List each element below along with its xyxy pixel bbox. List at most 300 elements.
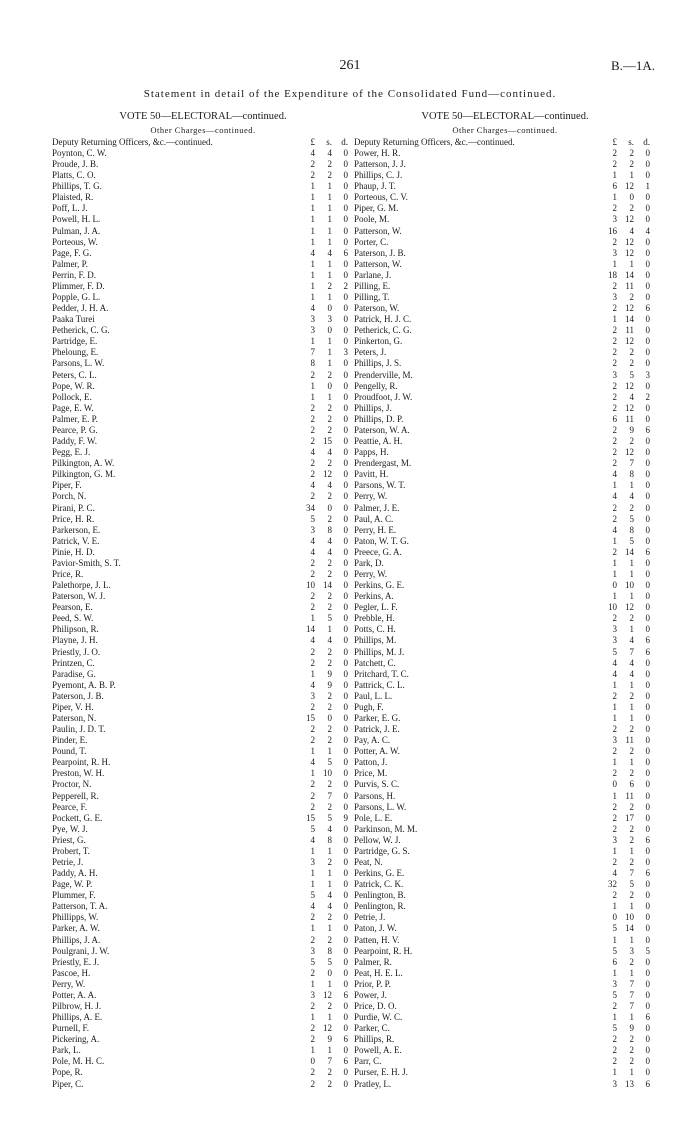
amount-pence: 0 bbox=[645, 657, 650, 668]
amount-shillings: 2 bbox=[629, 746, 634, 757]
payee-name: Paaka Turei bbox=[52, 314, 95, 325]
table-row bbox=[354, 370, 656, 381]
amount-shillings: 2 bbox=[327, 491, 332, 502]
payee-name: Pavior-Smith, S. T. bbox=[52, 557, 121, 568]
table-row bbox=[52, 370, 354, 381]
amount-shillings: 4 bbox=[629, 635, 634, 646]
amount-pence: 0 bbox=[343, 314, 348, 325]
table-row bbox=[52, 525, 354, 536]
payee-name: Phillips, M. bbox=[354, 635, 397, 646]
amount-shillings: 0 bbox=[327, 502, 332, 513]
amount-shillings: 1 bbox=[327, 336, 332, 347]
table-row bbox=[52, 912, 354, 923]
amount-pounds: 1 bbox=[310, 258, 315, 269]
amount-pence: 0 bbox=[645, 701, 650, 712]
table-row bbox=[52, 569, 354, 580]
table-row bbox=[52, 680, 354, 691]
payee-name: Phillips, J. S. bbox=[354, 358, 402, 369]
amount-pence: 0 bbox=[645, 956, 650, 967]
amount-shillings: 1 bbox=[629, 757, 634, 768]
table-row bbox=[354, 580, 656, 591]
amount-pence: 0 bbox=[645, 934, 650, 945]
payee-name: Pilling, E. bbox=[354, 280, 391, 291]
left-column bbox=[52, 110, 354, 1090]
amount-shillings: 2 bbox=[629, 956, 634, 967]
payee-name: Purnell, F. bbox=[52, 1023, 90, 1034]
amount-shillings: 1 bbox=[327, 391, 332, 402]
table-row bbox=[354, 890, 656, 901]
amount-pence: 0 bbox=[343, 801, 348, 812]
payee-name: Prebble, H. bbox=[354, 613, 395, 624]
table-row bbox=[354, 602, 656, 613]
amount-pounds: 3 bbox=[310, 989, 315, 1000]
table-row bbox=[52, 148, 354, 159]
payee-name: Paul, L. L. bbox=[354, 690, 393, 701]
amount-shillings: 2 bbox=[327, 557, 332, 568]
amount-shillings: 2 bbox=[327, 369, 332, 380]
table-row bbox=[354, 901, 656, 912]
amount-shillings: 4 bbox=[629, 668, 634, 679]
payee-name: Preece, G. A. bbox=[354, 546, 402, 557]
amount-pence: 0 bbox=[343, 380, 348, 391]
table-row bbox=[354, 824, 656, 835]
column-header bbox=[354, 137, 656, 148]
amount-pounds: 2 bbox=[612, 159, 617, 170]
right-entries bbox=[354, 148, 656, 1090]
payee-name: Petherick, C. G. bbox=[354, 325, 412, 336]
payee-name: Purdie, W. C. bbox=[354, 1012, 403, 1023]
table-row bbox=[354, 358, 656, 369]
amount-pounds: 1 bbox=[612, 314, 617, 325]
table-row bbox=[52, 203, 354, 214]
amount-pence: 0 bbox=[645, 413, 650, 424]
amount-shillings: 4 bbox=[629, 491, 634, 502]
amount-pence: 0 bbox=[343, 746, 348, 757]
amount-pence: 0 bbox=[343, 624, 348, 635]
amount-pence: 0 bbox=[645, 314, 650, 325]
amount-pounds: 2 bbox=[612, 436, 617, 447]
amount-pence: 0 bbox=[645, 923, 650, 934]
table-row bbox=[52, 1067, 354, 1078]
table-row bbox=[52, 702, 354, 713]
amount-pence: 4 bbox=[645, 225, 650, 236]
payee-name: Pegler, L. F. bbox=[354, 602, 398, 613]
payee-name: Phillips, J. A. bbox=[52, 934, 101, 945]
table-row bbox=[52, 181, 354, 192]
amount-pence: 0 bbox=[645, 292, 650, 303]
amount-shillings: 12 bbox=[625, 380, 634, 391]
amount-pence: 0 bbox=[343, 225, 348, 236]
amount-pence: 0 bbox=[343, 901, 348, 912]
amount-pence: 0 bbox=[645, 1067, 650, 1078]
payee-name: Parker, A. W. bbox=[52, 923, 100, 934]
amount-pence: 0 bbox=[645, 901, 650, 912]
amount-shillings: 17 bbox=[625, 812, 634, 823]
table-row bbox=[52, 248, 354, 259]
payee-name: Paulin, J. D. T. bbox=[52, 724, 106, 735]
amount-shillings: 14 bbox=[625, 546, 634, 557]
table-row bbox=[52, 613, 354, 624]
payee-name: Pedder, J. H. A. bbox=[52, 303, 109, 314]
amount-pounds: 2 bbox=[612, 325, 617, 336]
amount-pence: 0 bbox=[645, 890, 650, 901]
amount-pence: 0 bbox=[343, 546, 348, 557]
left-entries bbox=[52, 148, 354, 1090]
amount-pence: 6 bbox=[645, 635, 650, 646]
payee-name: Pratley, L. bbox=[354, 1078, 392, 1089]
table-row bbox=[52, 635, 354, 646]
amount-pounds: 2 bbox=[612, 1034, 617, 1045]
amount-pence: 0 bbox=[343, 701, 348, 712]
amount-pounds: 3 bbox=[310, 945, 315, 956]
amount-shillings: 2 bbox=[327, 424, 332, 435]
amount-pounds: 2 bbox=[310, 1078, 315, 1089]
amount-pence: 0 bbox=[645, 148, 650, 158]
amount-shillings: 12 bbox=[625, 236, 634, 247]
payee-name: Pay, A. C. bbox=[354, 735, 391, 746]
vote-heading: VOTE 50—ELECTORAL—continued. bbox=[119, 111, 287, 122]
table-row bbox=[52, 458, 354, 469]
table-row bbox=[354, 558, 656, 569]
amount-pence: 0 bbox=[343, 646, 348, 657]
amount-pounds: 1 bbox=[310, 923, 315, 934]
payee-name: Potts, C. H. bbox=[354, 624, 396, 635]
amount-pence: 0 bbox=[645, 768, 650, 779]
payee-name: Porch, N. bbox=[52, 491, 87, 502]
payee-name: Pole, L. E. bbox=[354, 812, 393, 823]
amount-shillings: 14 bbox=[323, 580, 332, 591]
payee-name: Pinkerton, G. bbox=[354, 336, 403, 347]
amount-pence: 0 bbox=[343, 513, 348, 524]
amount-shillings: 10 bbox=[323, 768, 332, 779]
amount-pence: 0 bbox=[343, 735, 348, 746]
amount-pounds: 1 bbox=[612, 480, 617, 491]
amount-shillings: 2 bbox=[629, 1045, 634, 1056]
amount-pence: 0 bbox=[343, 236, 348, 247]
amount-shillings: 2 bbox=[327, 934, 332, 945]
amount-pounds: 1 bbox=[310, 269, 315, 280]
table-row bbox=[52, 768, 354, 779]
amount-shillings: 9 bbox=[629, 424, 634, 435]
payee-name: Peed, S. W. bbox=[52, 613, 94, 624]
payee-name: Patterson, T. A. bbox=[52, 901, 108, 912]
amount-pence: 0 bbox=[645, 602, 650, 613]
amount-shillings: 2 bbox=[629, 724, 634, 735]
payee-name: Patrick, J. E. bbox=[354, 724, 400, 735]
page-number: 261 bbox=[339, 58, 361, 73]
table-row bbox=[354, 447, 656, 458]
amount-pence: 0 bbox=[343, 879, 348, 890]
amount-pounds: 1 bbox=[612, 679, 617, 690]
payee-name: Proudfoot, J. W. bbox=[354, 391, 413, 402]
table-row bbox=[52, 425, 354, 436]
payee-name: Pilling, T. bbox=[354, 292, 390, 303]
amount-pence: 0 bbox=[645, 879, 650, 890]
amount-shillings: 2 bbox=[629, 292, 634, 303]
amount-pounds: 2 bbox=[612, 358, 617, 369]
payee-name: Perry, H. E. bbox=[354, 524, 397, 535]
amount-pounds: 3 bbox=[310, 314, 315, 325]
amount-pounds: 2 bbox=[612, 724, 617, 735]
vote-heading: VOTE 50—ELECTORAL—continued. bbox=[421, 111, 589, 122]
amount-pence: 0 bbox=[645, 989, 650, 1000]
table-row bbox=[52, 358, 354, 369]
amount-pounds: 2 bbox=[612, 502, 617, 513]
payee-name: Pearson, E. bbox=[52, 602, 93, 613]
amount-pence: 0 bbox=[343, 491, 348, 502]
payee-name: Pope, R. bbox=[52, 1067, 83, 1078]
payee-name: Pye, W. J. bbox=[52, 823, 88, 834]
amount-pence: 0 bbox=[645, 247, 650, 258]
amount-shillings: 1 bbox=[327, 236, 332, 247]
payee-name: Pinder, E. bbox=[52, 735, 88, 746]
payee-name: Pegg, E. J. bbox=[52, 447, 91, 458]
amount-pence: 0 bbox=[645, 491, 650, 502]
amount-shillings: 2 bbox=[327, 779, 332, 790]
amount-pounds: 2 bbox=[612, 148, 617, 158]
payee-name: Pearce, F. bbox=[52, 801, 88, 812]
amount-pence: 0 bbox=[343, 424, 348, 435]
amount-shillings: 1 bbox=[629, 934, 634, 945]
amount-shillings: 12 bbox=[323, 469, 332, 480]
amount-shillings: 7 bbox=[629, 646, 634, 657]
payee-name: Poff, L. J. bbox=[52, 203, 88, 214]
table-row bbox=[354, 192, 656, 203]
table-row bbox=[52, 1012, 354, 1023]
table-row bbox=[354, 1067, 656, 1078]
payee-name: Prendergast, M. bbox=[354, 458, 412, 469]
table-row bbox=[52, 968, 354, 979]
amount-shillings: 3 bbox=[629, 945, 634, 956]
amount-pounds: 2 bbox=[612, 203, 617, 214]
payee-name: Patterson, J. J. bbox=[354, 159, 406, 170]
table-row bbox=[354, 768, 656, 779]
amount-shillings: 1 bbox=[327, 624, 332, 635]
amount-pounds: 4 bbox=[310, 480, 315, 491]
amount-shillings: 1 bbox=[327, 1012, 332, 1023]
table-row bbox=[52, 270, 354, 281]
payee-name: Pilkington, A. W. bbox=[52, 458, 115, 469]
payee-name: Parsons, L. W. bbox=[354, 801, 407, 812]
amount-shillings: 1 bbox=[327, 358, 332, 369]
amount-pounds: 2 bbox=[612, 280, 617, 291]
amount-shillings: 6 bbox=[629, 779, 634, 790]
amount-pounds: 2 bbox=[310, 557, 315, 568]
amount-pence: 0 bbox=[645, 269, 650, 280]
amount-pence: 0 bbox=[343, 358, 348, 369]
amount-shillings: 2 bbox=[629, 801, 634, 812]
table-row bbox=[354, 458, 656, 469]
amount-pounds: 5 bbox=[612, 646, 617, 657]
amount-pounds: 2 bbox=[310, 1023, 315, 1034]
payee-name: Pavitt, H. bbox=[354, 469, 389, 480]
amount-pounds: 2 bbox=[612, 857, 617, 867]
amount-shillings: 5 bbox=[327, 956, 332, 967]
payee-name: Phillips, D. P. bbox=[354, 413, 404, 424]
payee-name: Prior, P. P. bbox=[354, 978, 391, 989]
amount-shillings: 2 bbox=[327, 280, 332, 291]
amount-pounds: 32 bbox=[608, 879, 617, 890]
amount-shillings: 1 bbox=[629, 591, 634, 602]
amount-pence: 0 bbox=[343, 325, 348, 336]
amount-pounds: 4 bbox=[310, 757, 315, 768]
amount-pence: 0 bbox=[343, 613, 348, 624]
table-row bbox=[354, 347, 656, 358]
amount-pence: 0 bbox=[343, 956, 348, 967]
amount-pence: 6 bbox=[343, 1034, 348, 1045]
payee-name: Parsons, H. bbox=[354, 790, 396, 801]
payee-name: Pellow, W. J. bbox=[354, 834, 401, 845]
payee-name: Popple, G. L. bbox=[52, 292, 101, 303]
amount-shillings: 7 bbox=[629, 458, 634, 469]
amount-pounds: 2 bbox=[310, 724, 315, 735]
amount-shillings: 2 bbox=[629, 502, 634, 513]
payee-name: Price, M. bbox=[354, 768, 388, 779]
payee-name: Platts, C. O. bbox=[52, 170, 96, 181]
amount-shillings: 1 bbox=[327, 258, 332, 269]
amount-pounds: 1 bbox=[612, 568, 617, 579]
amount-pence: 0 bbox=[645, 347, 650, 358]
table-row bbox=[354, 990, 656, 1001]
amount-pounds: 3 bbox=[310, 325, 315, 336]
payee-name: Paterson, J. B. bbox=[354, 247, 406, 258]
table-row bbox=[52, 901, 354, 912]
amount-pounds: 1 bbox=[310, 845, 315, 856]
payee-name: Plummer, F. bbox=[52, 890, 96, 901]
amount-pounds: 10 bbox=[608, 602, 617, 613]
amount-pence: 0 bbox=[343, 1012, 348, 1023]
amount-pence: 0 bbox=[343, 967, 348, 978]
amount-shillings: 2 bbox=[327, 701, 332, 712]
amount-pence: 0 bbox=[645, 735, 650, 746]
amount-shillings: 11 bbox=[625, 735, 634, 746]
amount-shillings: 1 bbox=[629, 845, 634, 856]
payee-name: Playne, J. H. bbox=[52, 635, 98, 646]
table-row bbox=[354, 813, 656, 824]
amount-shillings: 0 bbox=[327, 303, 332, 314]
amount-shillings: 7 bbox=[327, 1056, 332, 1067]
payee-name: Park, L. bbox=[52, 1045, 81, 1056]
amount-shillings: 4 bbox=[327, 823, 332, 834]
amount-pounds: 3 bbox=[612, 247, 617, 258]
amount-shillings: 5 bbox=[327, 757, 332, 768]
table-row bbox=[354, 868, 656, 879]
amount-pence: 0 bbox=[343, 912, 348, 923]
statement-title: Statement in detail of the Expenditure of the Consolidated Fund—continued. bbox=[143, 88, 557, 100]
amount-pence: 6 bbox=[645, 1078, 650, 1089]
payee-name: Phillips, C. J. bbox=[354, 170, 403, 181]
amount-shillings: 1 bbox=[327, 269, 332, 280]
amount-pence: 0 bbox=[343, 1045, 348, 1056]
amount-pounds: 2 bbox=[310, 369, 315, 380]
table-row bbox=[52, 558, 354, 569]
table-row bbox=[52, 879, 354, 890]
amount-pence: 0 bbox=[343, 336, 348, 347]
amount-shillings: 4 bbox=[327, 247, 332, 258]
amount-shillings: 1 bbox=[327, 978, 332, 989]
payee-name: Patterson, W. bbox=[354, 225, 402, 236]
table-row bbox=[354, 613, 656, 624]
table-row bbox=[354, 757, 656, 768]
amount-pence: 0 bbox=[645, 1001, 650, 1012]
payee-name: Paterson, W. J. bbox=[52, 591, 106, 602]
table-row bbox=[354, 425, 656, 436]
amount-shillings: 9 bbox=[629, 1023, 634, 1034]
table-row bbox=[354, 946, 656, 957]
payee-name: Peters, J. bbox=[354, 347, 387, 358]
payee-name: Pepperell, R. bbox=[52, 790, 99, 801]
amount-pence: 0 bbox=[645, 779, 650, 790]
payee-name: Printzen, C. bbox=[52, 657, 95, 668]
table-row bbox=[354, 259, 656, 270]
payee-name: Paterson, W. A. bbox=[354, 424, 410, 435]
payee-name: Patrick, H. J. C. bbox=[354, 314, 412, 325]
amount-shillings: 1 bbox=[629, 1067, 634, 1078]
amount-pounds: 1 bbox=[310, 292, 315, 303]
amount-pounds: 5 bbox=[612, 945, 617, 956]
payee-name: Patten, H. V. bbox=[354, 934, 400, 945]
amount-pence: 0 bbox=[645, 380, 650, 391]
amount-pounds: 6 bbox=[612, 956, 617, 967]
table-row bbox=[354, 237, 656, 248]
pounds-header: £ bbox=[612, 137, 617, 147]
payee-name: Parsons, L. W. bbox=[52, 358, 105, 369]
amount-shillings: 1 bbox=[629, 624, 634, 635]
amount-pounds: 4 bbox=[310, 679, 315, 690]
amount-shillings: 5 bbox=[629, 535, 634, 546]
amount-pounds: 2 bbox=[310, 591, 315, 602]
amount-shillings: 4 bbox=[629, 657, 634, 668]
amount-pounds: 2 bbox=[310, 491, 315, 502]
amount-shillings: 4 bbox=[327, 148, 332, 158]
payee-name: Powell, A. E. bbox=[354, 1045, 402, 1056]
amount-shillings: 1 bbox=[629, 679, 634, 690]
payee-name: Pilbrow, H. J. bbox=[52, 1001, 102, 1012]
amount-pence: 0 bbox=[343, 159, 348, 170]
amount-pounds: 1 bbox=[310, 1012, 315, 1023]
payee-name: Philipson, R. bbox=[52, 624, 99, 635]
amount-shillings: 12 bbox=[625, 602, 634, 613]
table-row bbox=[354, 514, 656, 525]
table-row bbox=[52, 303, 354, 314]
amount-pounds: 1 bbox=[310, 181, 315, 192]
payee-name: Pirani, P. C. bbox=[52, 502, 95, 513]
amount-pounds: 3 bbox=[612, 369, 617, 380]
amount-pounds: 2 bbox=[310, 469, 315, 480]
amount-pounds: 5 bbox=[612, 923, 617, 934]
table-row bbox=[52, 1056, 354, 1067]
amount-pounds: 1 bbox=[612, 1067, 617, 1078]
amount-shillings: 1 bbox=[629, 258, 634, 269]
table-row bbox=[52, 469, 354, 480]
amount-pounds: 2 bbox=[612, 447, 617, 458]
table-row bbox=[354, 569, 656, 580]
payee-name: Peters, C. L. bbox=[52, 369, 97, 380]
table-row bbox=[52, 935, 354, 946]
amount-shillings: 2 bbox=[327, 690, 332, 701]
amount-pence: 0 bbox=[645, 967, 650, 978]
payee-name: Purvis, S. C. bbox=[354, 779, 400, 790]
amount-shillings: 2 bbox=[629, 347, 634, 358]
amount-pounds: 2 bbox=[612, 236, 617, 247]
amount-pounds: 1 bbox=[310, 1045, 315, 1056]
amount-shillings: 2 bbox=[327, 1067, 332, 1078]
amount-pence: 0 bbox=[343, 524, 348, 535]
table-row bbox=[354, 857, 656, 868]
amount-shillings: 1 bbox=[327, 845, 332, 856]
amount-pounds: 3 bbox=[310, 690, 315, 701]
table-row bbox=[52, 436, 354, 447]
